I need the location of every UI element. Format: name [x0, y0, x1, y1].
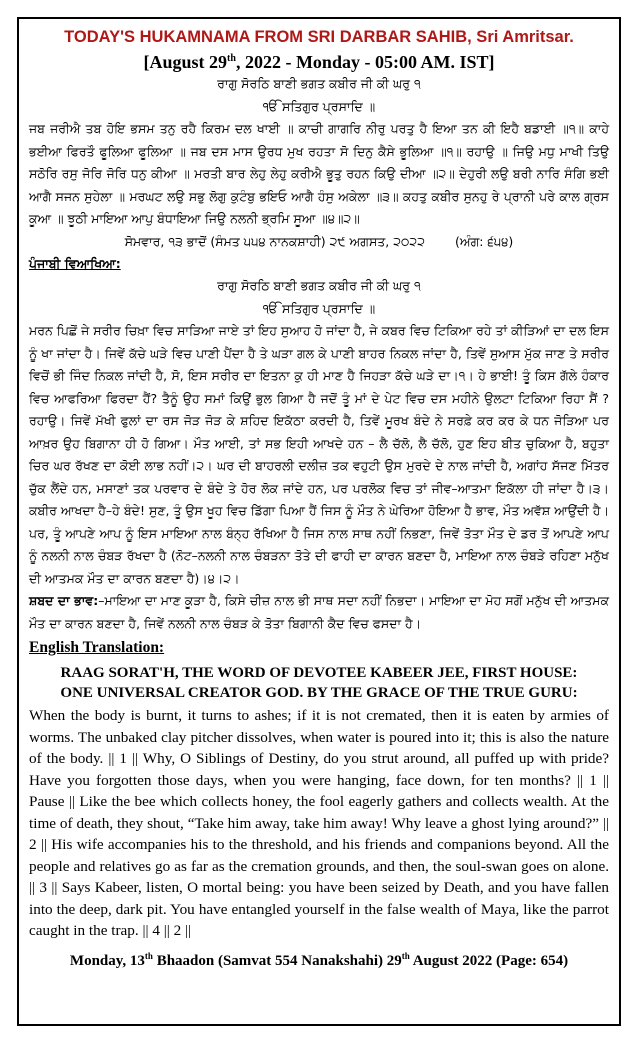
raag-line: ਰਾਗੁ ਸੋਰਠਿ ਬਾਣੀ ਭਗਤ ਕਬੀਰ ਜੀ ਕੀ ਘਰੁ ੧ [217, 76, 421, 91]
page-title: TODAY'S HUKAMNAMA FROM SRI DARBAR SAHIB, Sri Amritsar. [64, 28, 574, 46]
date-suffix: , 2022 - Monday - 05:00 AM. IST] [235, 52, 495, 72]
ang-number: (ਅੰਗ: ੬੫੪) [454, 233, 514, 249]
shabad-bhav [29, 590, 609, 635]
english-heading: English Translation: [29, 639, 165, 656]
punjabi-explanation: ਮਰਨ ਪਿਛੋਂ ਜੇ ਸਰੀਰ ਚਿਖ਼ਾ ਵਿਚ ਸਾੜਿਆ ਜਾਏ ਤਾਂ ਇਹ ਸੁਆਹ ਹੋ ਜਾਂਦਾ ਹੈ, ਜੇ ਕਬਰ ਵਿਚ ਟਿਕਿਆ ਰਹੇ ਤਾਂ ਕੀੜਿਆਂ ਦਾ ਦਲ ਇਸ ਨੂੰ ਖਾ ਜਾਂਦਾ ਹੈ। ਜਿਵੇਂ ਕੱਚੇ ਘੜੇ ਵਿਚ ਪਾਣੀ ਪੈਂਦਾ ਹੈ ਤੇ ਘੜਾ ਗਲ ਕੇ ਪਾਣੀ ਬਾਹਰ ਨਿਕਲ ਜਾਂਦਾ ਹੈ, ਤਿਵੇਂ ਸੁਆਸ ਮੁੱਕ ਜਾਣ ਤੇ ਸਰੀਰ ਵਿਚੋਂ ਭੀ ਜਿੰਦ ਨਿਕਲ ਜਾਂਦੀ ਹੈ, ਸੋ, ਇਸ ਸਰੀਰ ਦਾ ਇਤਨਾ ਕੁ ਹੀ ਮਾਣ ਹੈ ਜਿਹੜਾ ਕੱਚੇ ਘੜੇ ਦਾ।੧। ਹੇ ਭਾਈ! ਤੂੰ ਕਿਸ ਗੱਲੇ ਹੰਕਾਰ ਵਿਚ ਆਫਰਿਆ ਫਿਰਦਾ ਹੈਂ? ਤੈਨੂੰ ਉਹ ਸਮਾਂ ਕਿਉਂ ਭੁਲ ਗਿਆ ਹੈ ਜਦੋਂ ਤੂੰ ਮਾਂ ਦੇ ਪੇਟ ਵਿਚ ਦਸ ਮਹੀਨੇ ਉਲਟਾ ਟਿਕਿਆ ਰਿਹਾ ਸੈਂ ? ਰਹਾਉ। ਜਿਵੇਂ ਮੱਖੀ ਫੁਲਾਂ ਦਾ ਰਸ ਜੋੜ ਜੋੜ ਕੇ ਸ਼ਹਿਦ ਇਕੱਠਾ ਕਰਦੀ ਹੈ, ਤਿਵੇਂ ਮੂਰਖ ਬੰਦੇ ਨੇ ਸਰਫ਼ੇ ਕਰ ਕਰ ਕੇ ਧਨ ਜੋੜਿਆ ਪਰ ਆਖ਼ਰ ਉਹ ਬਿਗਾਨਾ ਹੀ ਹੋ ਗਿਆ। ਮੌਤ ਆਈ, ਤਾਂ ਸਭ ਇਹੀ ਆਖਦੇ ਹਨ – ਲੈ ਚੱਲੋ, ਲੈ ਚੱਲੋ, ਹੁਣ ਇਹ ਬੀਤ ਚੁਕਿਆ ਹੈ, ਬਹੁਤਾ ਚਿਰ ਘਰ ਰੱਖਣ ਦਾ ਕੋਈ ਲਾਭ ਨਹੀਂ।੨। ਘਰ ਦੀ ਬਾਹਰਲੀ ਦਲੀਜ਼ ਤਕ ਵਹੁਟੀ ਉਸ ਮੁਰਦੇ ਦੇ ਨਾਲ ਜਾਂਦੀ ਹੈ, ਅਗਾਂਹ ਸੱਜਣ ਮਿੱਤਰ ਚੁੱਕ ਲੈਂਦੇ ਹਨ, ਮਸਾਣਾਂ ਤਕ ਪਰਵਾਰ ਦੇ ਬੰਦੇ ਤੇ ਹੋਰ ਲੋਕ ਜਾਂਦੇ ਹਨ, ਪਰ ਪਰਲੋਕ ਵਿਚ ਤਾਂ ਜੀਵ–ਆਤਮਾ ਇਕੱਲਾ ਹੀ ਜਾਂਦਾ ਹੈ।੩। ਕਬੀਰ ਆਖਦਾ ਹੈ–ਹੇ ਬੰਦੇ! ਸੁਣ, ਤੂੰ ਉਸ ਖੂਹ ਵਿਚ ਡਿੱਗਾ ਪਿਆ ਹੈਂ ਜਿਸ ਨੂੰ ਮੌਤ ਨੇ ਘੇਰਿਆ ਹੋਇਆ ਹੈ ਭਾਵ, ਮੌਤ ਅਵੱਸ਼ ਆਉਂਦੀ ਹੈ। ਪਰ, ਤੂੰ ਆਪਣੇ ਆਪ ਨੂੰ ਇਸ ਮਾਇਆ ਨਾਲ ਬੰਨ੍ਹ ਰੱਖਿਆ ਹੈ ਜਿਸ ਨਾਲ ਸਾਥ ਨਹੀਂ ਨਿਭਣਾ, ਜਿਵੇਂ ਤੋਤਾ ਮੌਤ ਦੇ ਡਰ ਤੋਂ ਆਪਣੇ ਆਪ ਨੂੰ ਨਲਨੀ ਨਾਲ ਚੰਬੜ ਰੱਖਦਾ ਹੈ (ਨੋਟ–ਨਲਨੀ ਨਾਲ ਚੰਬੜਨਾ ਤੋਤੇ ਦੀ ਫਾਹੀ ਦਾ ਕਾਰਨ ਬਣਦਾ ਹੈ, ਮਾਇਆ ਨਾਲ ਚੰਬੜੇ ਰਹਿਣਾ ਮਨੁੱਖ ਦੀ ਆਤਮਕ ਮੌਤ ਦਾ ਕਾਰਨ ਬਣਦਾ ਹੈ)।੪।੨। [29, 323, 609, 586]
footer-text2: Bhaadon (Samvat 554 Nanakshahi) 29 [152, 952, 402, 969]
shabad-date-line [29, 231, 609, 254]
date-sup: th [227, 53, 236, 64]
english-title-line2: ONE UNIVERSAL CREATOR GOD. BY THE GRACE OF THE TRUE GURU: [60, 685, 578, 701]
punjabi-heading: ਪੰਜਾਬੀ ਵਿਆਖਿਆ: [29, 256, 121, 271]
english-translation: When the body is burnt, it turns to ashes; if it is not cremated, then it is eaten by armies of worms. The unbaked clay pitcher dissolves, when water is poured into it; this is also the nature of the body. || 1 || Why, O Siblings of Destiny, do you strut around, all puffed up with pride? Have you forgotten those days, when you were hanging, face down, for ten months? || 1 || Pause || Like the bee which collects honey, the fool eagerly gathers and collects wealth. At the time of death, they shout, “Take him away, take him away! Why leave a ghost lying around?” || 2 || His wife accompanies his to the threshold, and his friends and companions beyond. All the people and relatives go as far as the cremation grounds, and then, the soul-swan goes on alone. || 3 || Says Kabeer, listen, O mortal being: you have been seized by Death, and you have fallen into the deep, dark pit. You have entangled yourself in the false wealth of Maya, like the parrot caught in the trap. || 4 || 2 || [29, 707, 609, 939]
footer-sup2: th [401, 950, 410, 961]
footer-text3: August 2022 (Page: 654) [409, 952, 569, 969]
shabad-text: ਜਬ ਜਰੀਐ ਤਬ ਹੋਇ ਭਸਮ ਤਨੁ ਰਹੈ ਕਿਰਮ ਦਲ ਖਾਈ ॥ ਕਾਚੀ ਗਾਗਰਿ ਨੀਰੁ ਪਰਤੁ ਹੈ ਇਆ ਤਨ ਕੀ ਇਹੈ ਬਡਾਈ ॥੧॥ ਕਾਹੇ ਭਈਆ ਫਿਰਤੌ ਫੂਲਿਆ ਫੂਲਿਆ ॥ ਜਬ ਦਸ ਮਾਸ ਉਰਧ ਮੁਖ ਰਹਤਾ ਸੋ ਦਿਨੁ ਕੈਸੇ ਭੂਲਿਆ ॥੧॥ ਰਹਾਉ ॥ ਜਿਉ ਮਧੁ ਮਾਖੀ ਤਿਉ ਸਠੋਰਿ ਰਸੁ ਜੋਰਿ ਜੋਰਿ ਧਨੁ ਕੀਆ ॥ ਮਰਤੀ ਬਾਰ ਲੇਹੁ ਲੇਹੁ ਕਰੀਐ ਭੂਤੁ ਰਹਨ ਕਿਉ ਦੀਆ ॥੨॥ ਦੇਹੁਰੀ ਲਉ ਬਰੀ ਨਾਰਿ ਸੰਗਿ ਭਈ ਆਗੈ ਸਜਨ ਸੁਹੇਲਾ ॥ ਮਰਘਟ ਲਉ ਸਭੁ ਲੋਗੁ ਕੁਟੰਬੁ ਭਇਓ ਆਗੈ ਹੰਸੁ ਅਕੇਲਾ ॥੩॥ ਕਹਤੁ ਕਬੀਰ ਸੁਨਹੁ ਰੇ ਪ੍ਰਾਨੀ ਪਰੇ ਕਾਲ ਗ੍ਰਸ ਕੂਆ ॥ ਝੂਠੀ ਮਾਇਆ ਆਪੁ ਬੰਧਾਇਆ ਜਿਉ ਨਲਨੀ ਭ੍ਰਮਿ ਸੂਆ ॥੪॥੨॥ [29, 121, 609, 226]
date-prefix: [August 29 [143, 52, 228, 72]
footer-sup1: th [144, 950, 153, 961]
hukamnama-frame [17, 17, 621, 1026]
punjabi-mool-line: ੴ ਸਤਿਗੁਰ ਪ੍ਰਸਾਦਿ ॥ [262, 300, 376, 316]
english-title-line1: RAAG SORAT'H, THE WORD OF DEVOTEE KABEER JEE, FIRST HOUSE: [60, 665, 578, 681]
date-heading [29, 48, 609, 73]
nanakshahi-date: ਸੋਮਵਾਰ, ੧੩ ਭਾਦੋਂ (ਸੰਮਤ ੫੫੪ ਨਾਨਕਸ਼ਾਹੀ) ੨੯ ਅਗਸਤ, ੨੦੨੨ [124, 233, 425, 249]
bhav-label: ਸ਼ਬਦ ਦਾ ਭਾਵ: [29, 593, 99, 608]
footer-date [29, 946, 609, 971]
punjabi-raag-line: ਰਾਗੁ ਸੋਰਠਿ ਬਾਣੀ ਭਗਤ ਕਬੀਰ ਜੀ ਕੀ ਘਰੁ ੧ [217, 278, 421, 293]
mool-mantar-line: ੴ ਸਤਿਗੁਰ ਪ੍ਰਸਾਦਿ ॥ [262, 98, 376, 114]
english-title [29, 663, 609, 703]
footer-text1: Monday, 13 [69, 952, 145, 969]
bhav-text: –ਮਾਇਆ ਦਾ ਮਾਣ ਕੂੜਾ ਹੈ, ਕਿਸੇ ਚੀਜ਼ ਨਾਲ ਭੀ ਸਾਥ ਸਦਾ ਨਹੀਂ ਨਿਭਦਾ। ਮਾਇਆ ਦਾ ਮੋਹ ਸਗੋਂ ਮਨੁੱਖ ਦੀ ਆਤਮਕ ਮੌਤ ਦਾ ਕਾਰਨ ਬਣਦਾ ਹੈ, ਜਿਵੇਂ ਨਲਨੀ ਨਾਲ ਚੰਬੜ ਕੇ ਤੋਤਾ ਬਿਗਾਨੀ ਕੈਦ ਵਿਚ ਫਸਦਾ ਹੈ। [29, 593, 609, 631]
